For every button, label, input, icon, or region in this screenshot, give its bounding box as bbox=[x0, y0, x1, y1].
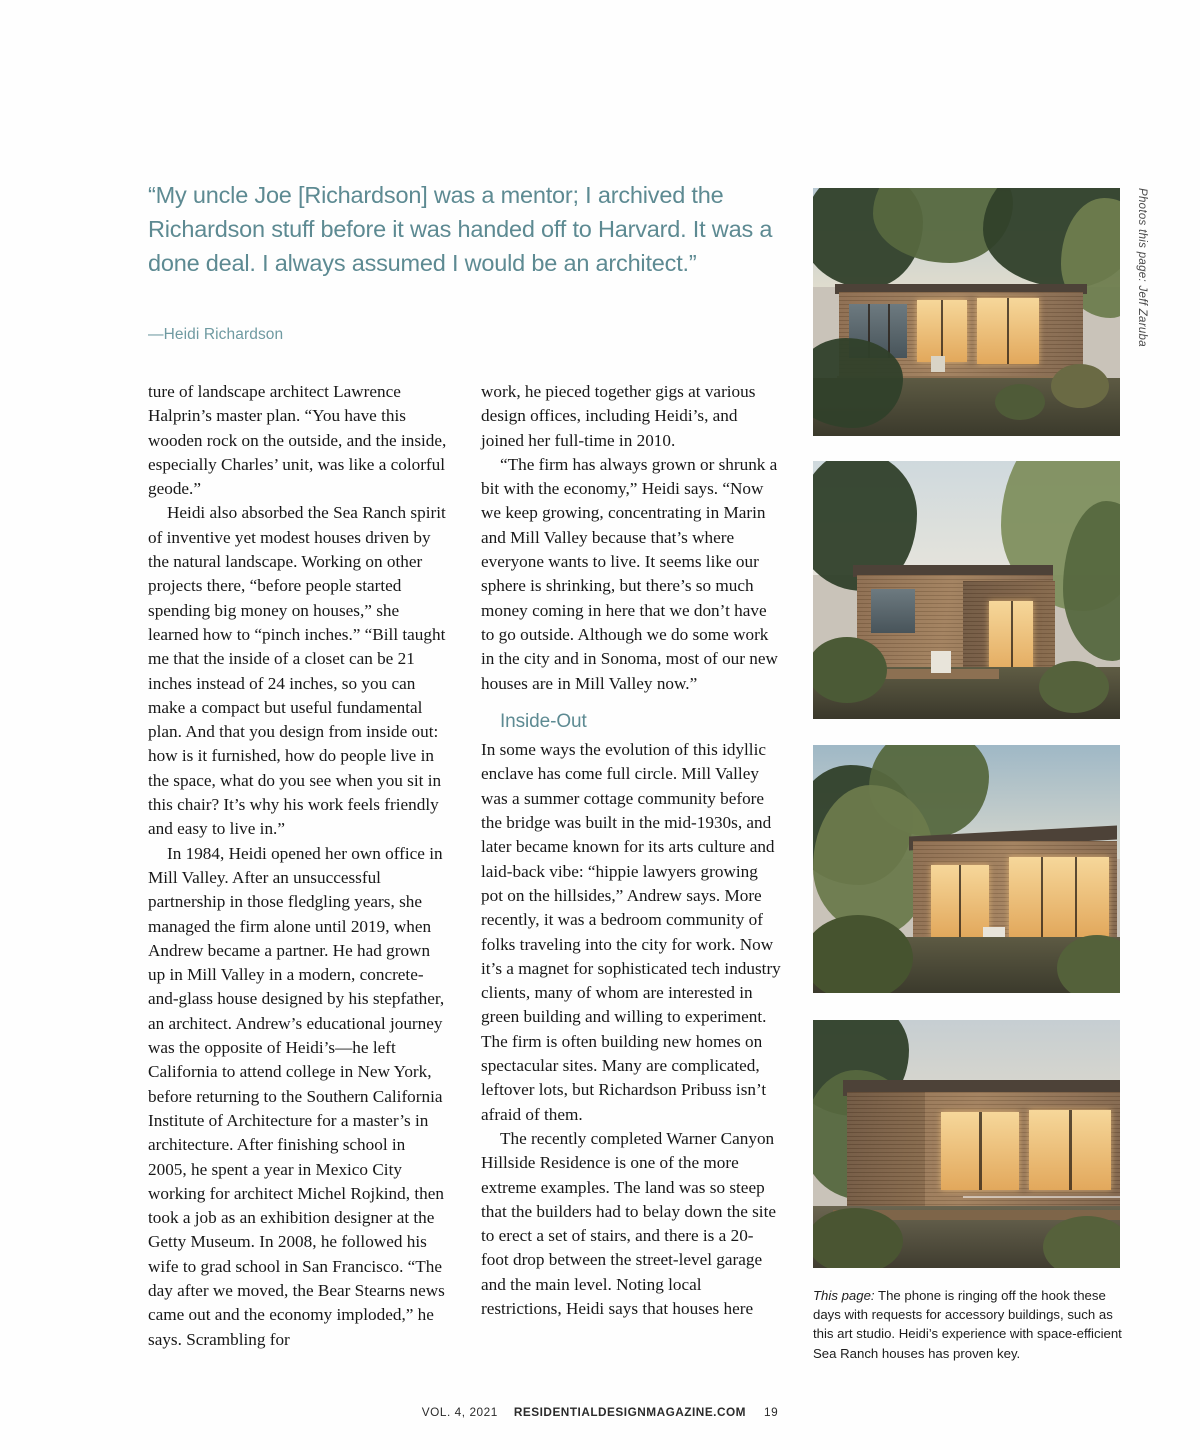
footer-volume: VOL. 4, 2021 bbox=[421, 1404, 498, 1419]
footer-website: RESIDENTIALDESIGNMAGAZINE.COM bbox=[513, 1404, 746, 1419]
paragraph: “The firm has always grown or shrunk a bit with the economy,” Heidi says. “Now we keep growing, concentrating in Marin and Mill Valley because that’s where everyone wants to live. It seems like our sphere is shrinking, but there’s so much money coming in here that we don’t have to go outside. Although we do some work in the city and in Sonoma, most of our new houses are in Mill Valley now.” bbox=[481, 454, 778, 693]
section-subhead: Inside-Out bbox=[500, 710, 587, 732]
photo-artwork bbox=[813, 745, 1120, 993]
photo-credit: Photos this page: Jeff Zaruba bbox=[1136, 188, 1148, 347]
caption-text: The phone is ringing off the hook these days with requests for accessory buildings, such as this art studio. Heidi’s experience with space-efficient Sea Ranch houses has proven key. bbox=[813, 1288, 1122, 1361]
paragraph: In some ways the evolution of this idyllic enclave has come full circle. Mill Valley was a summer cottage community before the bridge was built in the mid-1930s, and later became known for its arts culture and laid-back vibe: “hippie lawyers growing pot on the hillsides,” Andrew says. More recently, it was a bedroom community of folks traveling into the city for work. Now it’s a magnet for sophisticated tech industry clients, many of whom are interested in green building and willing to experiment. The firm is often building new homes on spectacular sites. Many are complicated, leftover lots, but Richardson Pribuss isn’t afraid of them. bbox=[481, 740, 781, 1124]
body-column-middle bbox=[481, 380, 781, 1321]
photo-artwork bbox=[813, 461, 1120, 719]
paragraph: work, he pieced together gigs at various design offices, including Heidi’s, and joined her full-time in 2010. bbox=[481, 382, 756, 450]
paragraph: The recently completed Warner Canyon Hillside Residence is one of the more extreme examples. The land was so steep that the builders had to belay down the site to erect a set of stairs, and there is a 20-foot drop between the street-level garage and the main level. Noting local restrictions, Heidi says that houses here bbox=[481, 1128, 776, 1318]
paragraph: In 1984, Heidi opened her own office in Mill Valley. After an unsuccessful partnership in those fledgling years, she managed the firm alone until 2019, when Andrew became a partner. He had grown up in Mill Valley in a modern, concrete-and-glass house designed by his stepfather, an architect. Andrew’s educational journey was the opposite of Heidi’s—he left California to attend college in New York, before returning to the Southern California Institute of Architecture for a master’s in architecture. After finishing school in 2005, he spent a year in Mexico City working for architect Michel Rojkind, then took a job as an exhibition designer at the Getty Museum. In 2008, he followed his wife to grad school in San Francisco. “The day after we moved, the Bear Stearns news came out and the economy imploded,” he says. Scrambling for bbox=[148, 843, 445, 1349]
photo-caption bbox=[813, 1286, 1123, 1363]
paragraph: ture of landscape architect Lawrence Halprin’s master plan. “You have this wooden rock on the outside, and the inside, especially Charles’ unit, was like a colorful geode.” bbox=[148, 382, 447, 499]
photo-hillside-house-exterior bbox=[813, 188, 1120, 436]
photo-house-corner-dusk bbox=[813, 461, 1120, 719]
body-column-left bbox=[148, 380, 448, 1352]
pull-quote-attribution: —Heidi Richardson bbox=[148, 326, 284, 343]
page-footer bbox=[0, 1404, 1200, 1419]
pull-quote: “My uncle Joe [Richardson] was a mentor; I archived the Richardson stuff before it was handed off to Harvard. It was a done deal. I always assumed I would be an architect.” bbox=[148, 182, 773, 276]
page-number: 19 bbox=[763, 1404, 779, 1419]
photo-artwork bbox=[813, 1020, 1120, 1268]
photo-house-glass-wall bbox=[813, 745, 1120, 993]
caption-lead: This page: bbox=[813, 1288, 875, 1303]
paragraph: Heidi also absorbed the Sea Ranch spirit of inventive yet modest houses driven by the natural landscape. Working on other projects there, “before people started spending big money on houses,” she learned how to “pinch inches.” “Bill taught me that the inside of a closet can be 21 inches instead of 24 inches, so you can make a compact but useful fundamental plan. And that you design from inside out: how is it furnished, how do people live in the space, what do you see when you sit in this chair? It’s why his work feels friendly and easy to live in.” bbox=[148, 503, 446, 839]
photo-art-studio bbox=[813, 1020, 1120, 1268]
photo-artwork bbox=[813, 188, 1120, 436]
